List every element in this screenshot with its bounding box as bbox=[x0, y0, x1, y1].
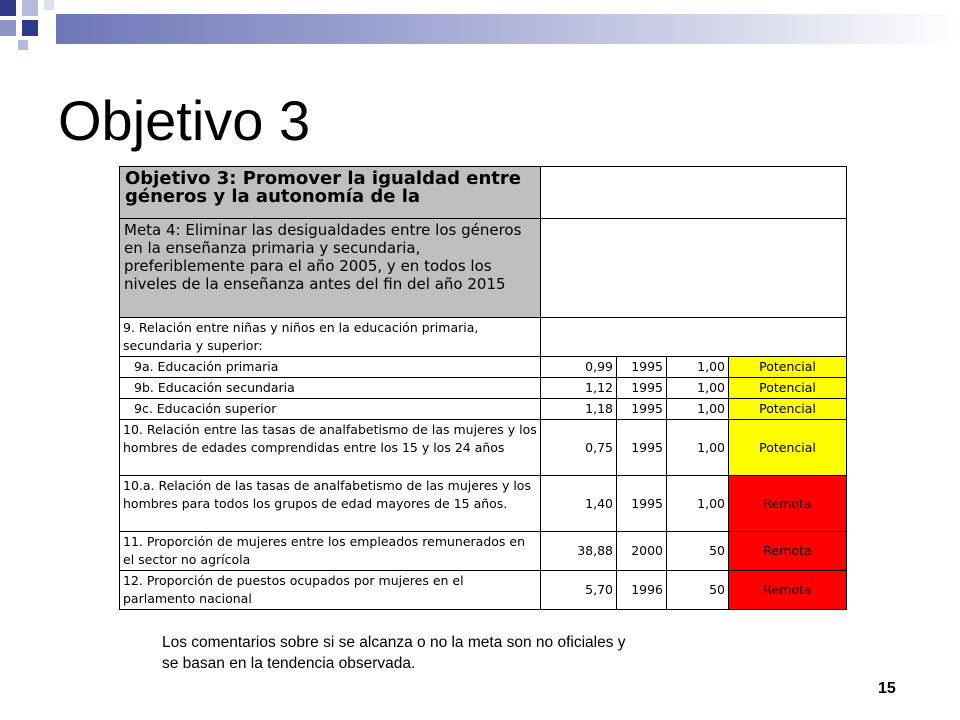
indicator-table bbox=[119, 166, 847, 610]
row-label: 9c. Educación superior bbox=[120, 399, 541, 420]
table-row bbox=[120, 420, 847, 476]
row-label: 10.a. Relación de las tasas de analfabetismo de las mujeres y los hombres para todos los grupos de edad mayores de 15 años. bbox=[120, 476, 541, 532]
status-badge: Remota bbox=[729, 532, 847, 571]
row-target: 1,00 bbox=[667, 357, 729, 378]
header-square-pale bbox=[44, 0, 54, 10]
row-value: 0,99 bbox=[541, 357, 617, 378]
goal-title-empty-cell bbox=[541, 167, 847, 219]
row-target: 1,00 bbox=[667, 420, 729, 476]
row-value: 0,75 bbox=[541, 420, 617, 476]
indicator-9-empty-cell bbox=[541, 318, 847, 357]
status-badge: Remota bbox=[729, 476, 847, 532]
header-square-light bbox=[22, 0, 38, 16]
row-year: 1995 bbox=[617, 378, 667, 399]
table-row bbox=[120, 476, 847, 532]
target-cell: Meta 4: Eliminar las desigualdades entre los géneros en la enseñanza primaria y secundaria, preferiblemente para el año 2005, y en todos los niveles de la enseñanza antes del fin del año 2015 bbox=[120, 219, 541, 318]
row-label: 10. Relación entre las tasas de analfabetismo de las mujeres y los hombres de edades comprendidas entre los 15 y los 24 años bbox=[120, 420, 541, 476]
row-value: 1,18 bbox=[541, 399, 617, 420]
table-row bbox=[120, 532, 847, 571]
row-year: 1996 bbox=[617, 571, 667, 610]
row-target: 1,00 bbox=[667, 378, 729, 399]
row-year: 1995 bbox=[617, 357, 667, 378]
row-value: 5,70 bbox=[541, 571, 617, 610]
row-target: 50 bbox=[667, 571, 729, 610]
row-label: 9b. Educación secundaria bbox=[120, 378, 541, 399]
row-value: 1,12 bbox=[541, 378, 617, 399]
target-empty-cell bbox=[541, 219, 847, 318]
row-year: 2000 bbox=[617, 532, 667, 571]
row-label: 9a. Educación primaria bbox=[120, 357, 541, 378]
status-badge: Remota bbox=[729, 571, 847, 610]
row-target: 1,00 bbox=[667, 399, 729, 420]
header-square-dark bbox=[0, 0, 16, 16]
row-target: 50 bbox=[667, 532, 729, 571]
status-badge: Potencial bbox=[729, 399, 847, 420]
status-badge: Potencial bbox=[729, 357, 847, 378]
row-value: 38,88 bbox=[541, 532, 617, 571]
table-row bbox=[120, 378, 847, 399]
indicator-9-cell: 9. Relación entre niñas y niños en la educación primaria, secundaria y superior: bbox=[120, 318, 541, 357]
header-square-mid bbox=[0, 20, 16, 36]
status-badge: Potencial bbox=[729, 378, 847, 399]
row-year: 1995 bbox=[617, 476, 667, 532]
row-label: 11. Proporción de mujeres entre los empleados remunerados en el sector no agrícola bbox=[120, 532, 541, 571]
row-year: 1995 bbox=[617, 420, 667, 476]
row-label: 12. Proporción de puestos ocupados por mujeres en el parlamento nacional bbox=[120, 571, 541, 610]
page-number: 15 bbox=[878, 680, 896, 697]
table-row bbox=[120, 571, 847, 610]
table-row bbox=[120, 357, 847, 378]
status-badge: Potencial bbox=[729, 420, 847, 476]
header-square-dark-2 bbox=[22, 20, 38, 36]
header-gradient-bar bbox=[56, 14, 960, 44]
row-year: 1995 bbox=[617, 399, 667, 420]
row-target: 1,00 bbox=[667, 476, 729, 532]
goal-title-cell: Objetivo 3: Promover la igualdad entre géneros y la autonomía de la bbox=[120, 167, 541, 219]
table-row bbox=[120, 399, 847, 420]
row-value: 1,40 bbox=[541, 476, 617, 532]
slide-title: Objetivo 3 bbox=[58, 89, 311, 152]
header-square-small bbox=[18, 40, 28, 50]
footnote: Los comentarios sobre si se alcanza o no la meta son no oficiales y se basan en la tendencia observada. bbox=[162, 634, 626, 672]
